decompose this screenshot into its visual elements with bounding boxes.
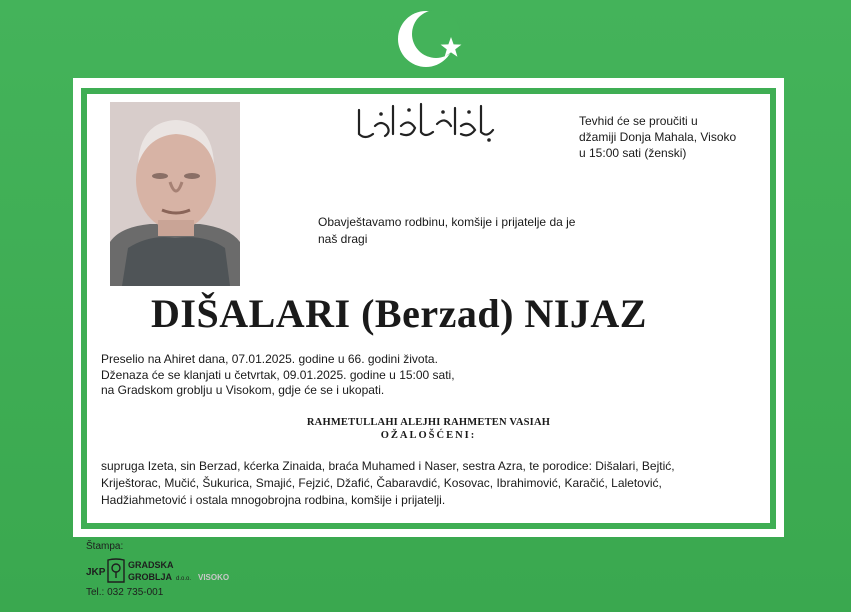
print-label: Štampa: <box>86 541 124 552</box>
logo-suffix: d.o.o. <box>176 576 192 582</box>
deceased-photo <box>110 102 240 286</box>
printer-phone: Tel.: 032 735-001 <box>86 587 164 598</box>
detail-line: Preselio na Ahiret dana, 07.01.2025. godine u 66. godini života. <box>101 352 438 366</box>
intro-line: naš dragi <box>318 232 368 246</box>
notice-sheet <box>73 78 784 537</box>
detail-line: na Gradskom groblju u Visokom, gdje će se i ukopati. <box>101 383 385 397</box>
arabic-calligraphy-icon <box>351 96 501 144</box>
logo-jkp: JKP <box>86 567 106 578</box>
logo-city: VISOKO <box>198 573 230 582</box>
logo-line2: GROBLJA <box>128 572 173 582</box>
intro-text <box>318 214 608 248</box>
mourners-list <box>101 458 761 509</box>
mourners-line: Hadžiahmetović i ostala mnogobrojna rodbina, komšije i prijatelji. <box>101 493 446 507</box>
mourners-line: supruga Izeta, sin Berzad, kćerka Zinaida, braća Muhamed i Naser, sestra Azra, te porodice: Dišalari, Bejtić, <box>101 459 675 473</box>
detail-line: Dženaza će se klanjati u četvrtak, 09.01.2025. godine u 15:00 sati, <box>101 367 455 382</box>
tevhid-announcement <box>579 113 754 161</box>
tevhid-line: džamiji Donja Mahala, Visoko <box>579 130 737 144</box>
deceased-name: DIŠALARI (Berzad) NIJAZ <box>151 291 647 336</box>
tree-icon <box>108 559 124 582</box>
mourners-line: Kriještorac, Mučić, Šukurica, Smajić, Fejzić, Džafić, Čabaravdić, Kosovac, Ibrahimović, Karačić, Laletović, <box>101 476 662 490</box>
crescent-star-icon <box>396 8 466 70</box>
funeral-details <box>101 352 521 399</box>
prayer-line: RAHMETULLAHI ALEJHI RAHMETEN VASIAH <box>306 417 551 428</box>
mourners-heading: OŽALOŠĆENI: <box>380 430 477 441</box>
logo-line1: GRADSKA <box>128 560 174 570</box>
tevhid-line: Tevhid će se proučiti u <box>579 114 698 128</box>
printer-logo <box>86 556 246 586</box>
tevhid-line: u 15:00 sati (ženski) <box>579 146 687 160</box>
intro-line: Obavještavamo rodbinu, komšije i prijatelje da je <box>318 215 576 229</box>
